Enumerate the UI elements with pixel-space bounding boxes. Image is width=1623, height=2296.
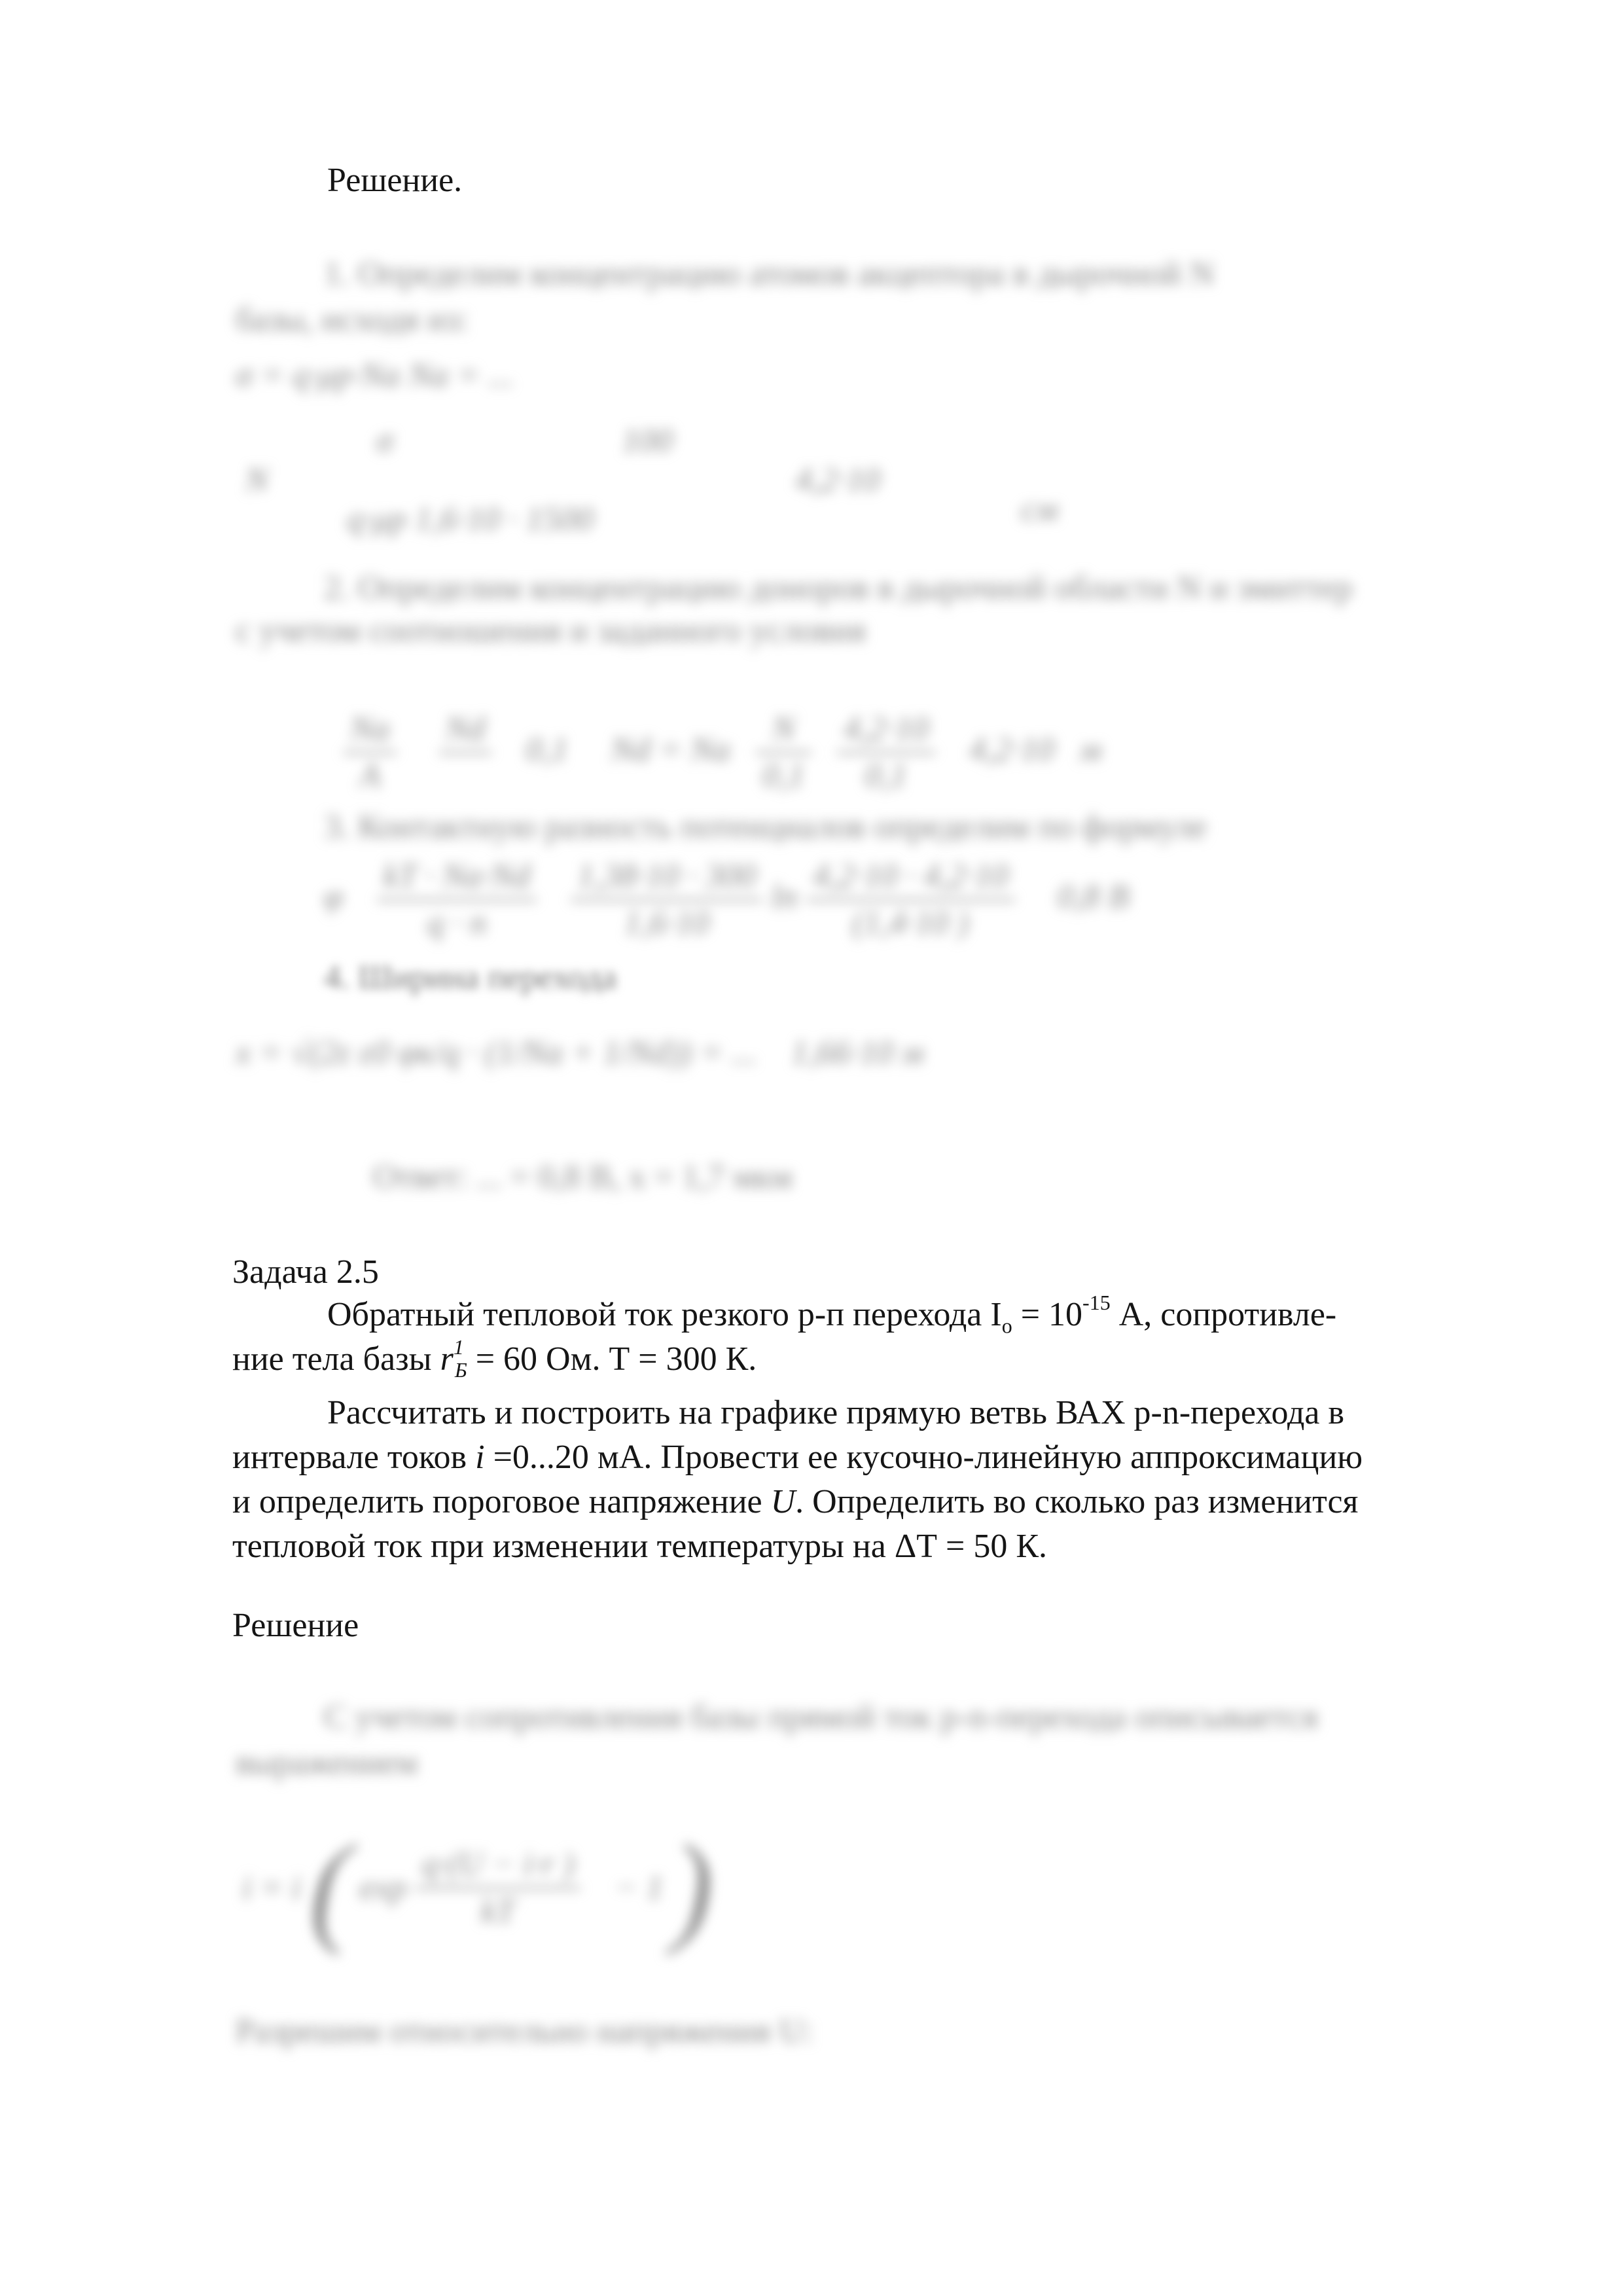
blurred-equation: q·μp 1,6·10 · 1500 (347, 501, 594, 538)
blurred-equation: φ $\frac{kT \cdot Na\cdot Nd}{q \cdot n}$ $\frac{1,38\cdot 10 \cdot 300}{1,6\cdot 10}$ ln $\frac{4,2\cdot 10 \cdot 4,2\cdot 10}{(1,4\cdot 10 )}$ 0,8 В (324, 854, 1129, 946)
task-requirements (232, 1391, 1495, 1569)
blurred-formula: i = i ( exp $\frac{q\cdot(U - i\cdot r )}{kT}$ − 1 ) (242, 1820, 713, 1957)
blurred-paragraph: с учетом соотношения и заданного условия (236, 612, 866, 649)
task-statement (232, 1290, 1489, 1382)
task-line: Рассчитать и построить на графике прямую ветвь ВАХ р-n-перехода в (327, 1394, 1345, 1431)
blurred-paragraph: 4. Ширина перехода (324, 959, 617, 996)
task-line: и определить пороговое напряжение U. Определить во сколько раз изменится (232, 1483, 1359, 1520)
blurred-paragraph: выражением (236, 1744, 418, 1782)
task-line: тепловой ток при изменении температуры на ΔТ = 50 К. (232, 1528, 1048, 1565)
blurred-paragraph: 1. Определим концентрацию атомов акцептора в дырочной N (324, 255, 1215, 293)
blurred-paragraph: базы, исходя из: (236, 301, 469, 338)
blurred-paragraph: С учетом сопротивления базы прямой ток р-n-перехода описывается (324, 1698, 1318, 1736)
task-line: Обратный тепловой ток резкого р-п перехода $I_o = 10^{-15}$ А, сопротивле- (327, 1290, 1337, 1338)
blurred-equation: N (245, 461, 268, 499)
solution-heading: Решение. (327, 162, 463, 199)
blurred-equation: x = √(2ε ε0 φк/q · (1/Na + 1/Nd)) = ... 1,66·10 м (236, 1034, 924, 1071)
blurred-equation: $\frac{Na}{A}$ Nd 0,1 Nd = Na $\frac{N}{0,1}$ $\frac{4,2\cdot 10}{0,1}$ 4,2·10 м (344, 707, 1101, 798)
blurred-equation: σ (376, 422, 393, 459)
blurred-paragraph: Разрешим относительно напряжения U: (236, 2013, 813, 2050)
task-line: ние тела базы $r^1_Б = 60$ Ом. Т = 300 К. (232, 1335, 757, 1382)
task-title: Задача 2.5 (232, 1253, 379, 1291)
solution-heading: Решение (232, 1607, 359, 1644)
blurred-equation: см (1021, 491, 1058, 528)
task-line: интервале токов i =0...20 мА. Провести ее кусочно-линейную аппроксимацию (232, 1439, 1363, 1476)
blurred-paragraph: 2. Определим концентрацию доноров в дырочной области N и эмиттер (324, 569, 1353, 607)
blurred-equation: 4,2·10 (795, 461, 880, 499)
blurred-equation: 100 (622, 422, 673, 459)
blurred-paragraph: 3. Контактную разность потенциалов определим по формуле (324, 808, 1207, 846)
blurred-equation: σ = q·μp·Na Na = ... (236, 357, 514, 394)
blurred-equation: Ответ: ... = 0,8 В, x = 1,7 мкм (373, 1158, 793, 1196)
